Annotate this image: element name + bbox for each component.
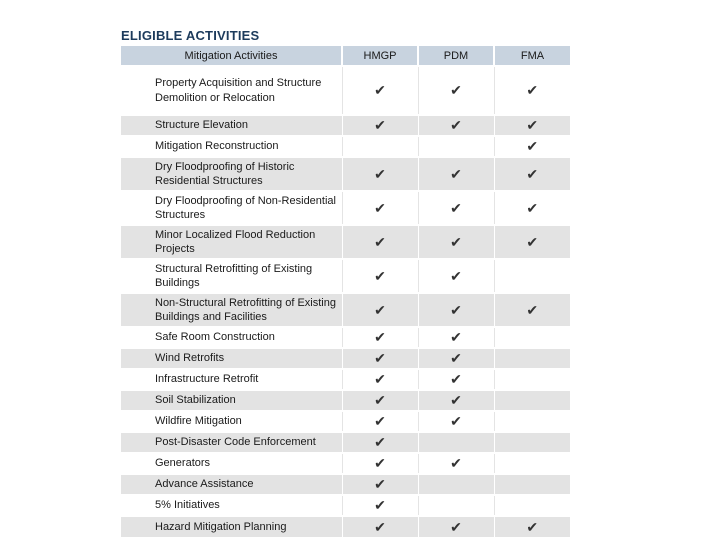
- fma-check-icon: ✔: [494, 293, 570, 327]
- table-row: [121, 369, 570, 390]
- fma-check-icon: [494, 474, 570, 495]
- table-row: [121, 191, 570, 225]
- activity-cell: Non-Structural Retrofitting of Existing Buildings and Facilities: [121, 293, 342, 327]
- fma-check-icon: [494, 390, 570, 411]
- fma-check-icon: [494, 259, 570, 293]
- hmgp-check-icon: ✔: [342, 453, 418, 474]
- hmgp-check-icon: ✔: [342, 191, 418, 225]
- pdm-check-icon: ✔: [418, 369, 494, 390]
- hmgp-check-icon: ✔: [342, 327, 418, 348]
- hmgp-check-icon: ✔: [342, 390, 418, 411]
- pdm-check-icon: ✔: [418, 66, 494, 115]
- activity-cell: Mitigation Reconstruction: [121, 136, 342, 157]
- fma-check-icon: ✔: [494, 136, 570, 157]
- table-row: [121, 348, 570, 369]
- pdm-check-icon: ✔: [418, 259, 494, 293]
- table-row: [121, 225, 570, 259]
- header-fma: FMA: [494, 46, 570, 66]
- pdm-check-icon: [418, 432, 494, 453]
- table-row: [121, 136, 570, 157]
- table-row: [121, 495, 570, 516]
- hmgp-check-icon: ✔: [342, 115, 418, 136]
- fma-check-icon: ✔: [494, 115, 570, 136]
- fma-check-icon: [494, 327, 570, 348]
- table-row: [121, 516, 570, 537]
- pdm-check-icon: ✔: [418, 191, 494, 225]
- table-row: [121, 390, 570, 411]
- pdm-check-icon: ✔: [418, 115, 494, 136]
- header-hmgp: HMGP: [342, 46, 418, 66]
- hmgp-check-icon: ✔: [342, 411, 418, 432]
- fma-check-icon: ✔: [494, 66, 570, 115]
- pdm-check-icon: ✔: [418, 516, 494, 537]
- hmgp-check-icon: ✔: [342, 157, 418, 191]
- table-row: [121, 157, 570, 191]
- table-row: [121, 474, 570, 495]
- activity-cell: 5% Initiatives: [121, 495, 342, 516]
- fma-check-icon: [494, 411, 570, 432]
- fma-check-icon: [494, 432, 570, 453]
- pdm-check-icon: [418, 495, 494, 516]
- fma-check-icon: ✔: [494, 516, 570, 537]
- pdm-check-icon: ✔: [418, 453, 494, 474]
- hmgp-check-icon: ✔: [342, 66, 418, 115]
- activity-cell: Infrastructure Retrofit: [121, 369, 342, 390]
- header-mitigation-activities: Mitigation Activities: [121, 46, 342, 66]
- activity-cell: Dry Floodproofing of Non-Residential Structures: [121, 191, 342, 225]
- fma-check-icon: ✔: [494, 191, 570, 225]
- page-title: ELIGIBLE ACTIVITIES: [121, 28, 260, 43]
- hmgp-check-icon: ✔: [342, 432, 418, 453]
- table-row: [121, 327, 570, 348]
- table-row: [121, 293, 570, 327]
- activity-cell: Wildfire Mitigation: [121, 411, 342, 432]
- pdm-check-icon: ✔: [418, 327, 494, 348]
- table-row: [121, 411, 570, 432]
- table-header-row: [121, 46, 570, 66]
- hmgp-check-icon: ✔: [342, 225, 418, 259]
- table-row: [121, 453, 570, 474]
- pdm-check-icon: [418, 136, 494, 157]
- activity-cell: Minor Localized Flood Reduction Projects: [121, 225, 342, 259]
- activity-cell: Advance Assistance: [121, 474, 342, 495]
- hmgp-check-icon: ✔: [342, 293, 418, 327]
- activity-cell: Dry Floodproofing of Historic Residential Structures: [121, 157, 342, 191]
- activity-cell: Structure Elevation: [121, 115, 342, 136]
- table-row: [121, 66, 570, 115]
- pdm-check-icon: ✔: [418, 293, 494, 327]
- header-pdm: PDM: [418, 46, 494, 66]
- fma-check-icon: [494, 495, 570, 516]
- hmgp-check-icon: [342, 136, 418, 157]
- hmgp-check-icon: ✔: [342, 495, 418, 516]
- hmgp-check-icon: ✔: [342, 259, 418, 293]
- pdm-check-icon: [418, 474, 494, 495]
- table-row: [121, 259, 570, 293]
- hmgp-check-icon: ✔: [342, 516, 418, 537]
- table-row: [121, 115, 570, 136]
- fma-check-icon: [494, 348, 570, 369]
- fma-check-icon: ✔: [494, 157, 570, 191]
- hmgp-check-icon: ✔: [342, 369, 418, 390]
- pdm-check-icon: ✔: [418, 348, 494, 369]
- hmgp-check-icon: ✔: [342, 474, 418, 495]
- pdm-check-icon: ✔: [418, 390, 494, 411]
- activity-cell: Soil Stabilization: [121, 390, 342, 411]
- activity-cell: Hazard Mitigation Planning: [121, 516, 342, 537]
- pdm-check-icon: ✔: [418, 157, 494, 191]
- activity-cell: Wind Retrofits: [121, 348, 342, 369]
- pdm-check-icon: ✔: [418, 225, 494, 259]
- activity-cell: Generators: [121, 453, 342, 474]
- table-row: [121, 432, 570, 453]
- activity-cell: Structural Retrofitting of Existing Buildings: [121, 259, 342, 293]
- hmgp-check-icon: ✔: [342, 348, 418, 369]
- activity-cell: Post-Disaster Code Enforcement: [121, 432, 342, 453]
- activity-cell: Property Acquisition and Structure Demolition or Relocation: [121, 66, 342, 115]
- fma-check-icon: [494, 369, 570, 390]
- pdm-check-icon: ✔: [418, 411, 494, 432]
- eligible-activities-table: [121, 46, 570, 537]
- fma-check-icon: ✔: [494, 225, 570, 259]
- activity-cell: Safe Room Construction: [121, 327, 342, 348]
- fma-check-icon: [494, 453, 570, 474]
